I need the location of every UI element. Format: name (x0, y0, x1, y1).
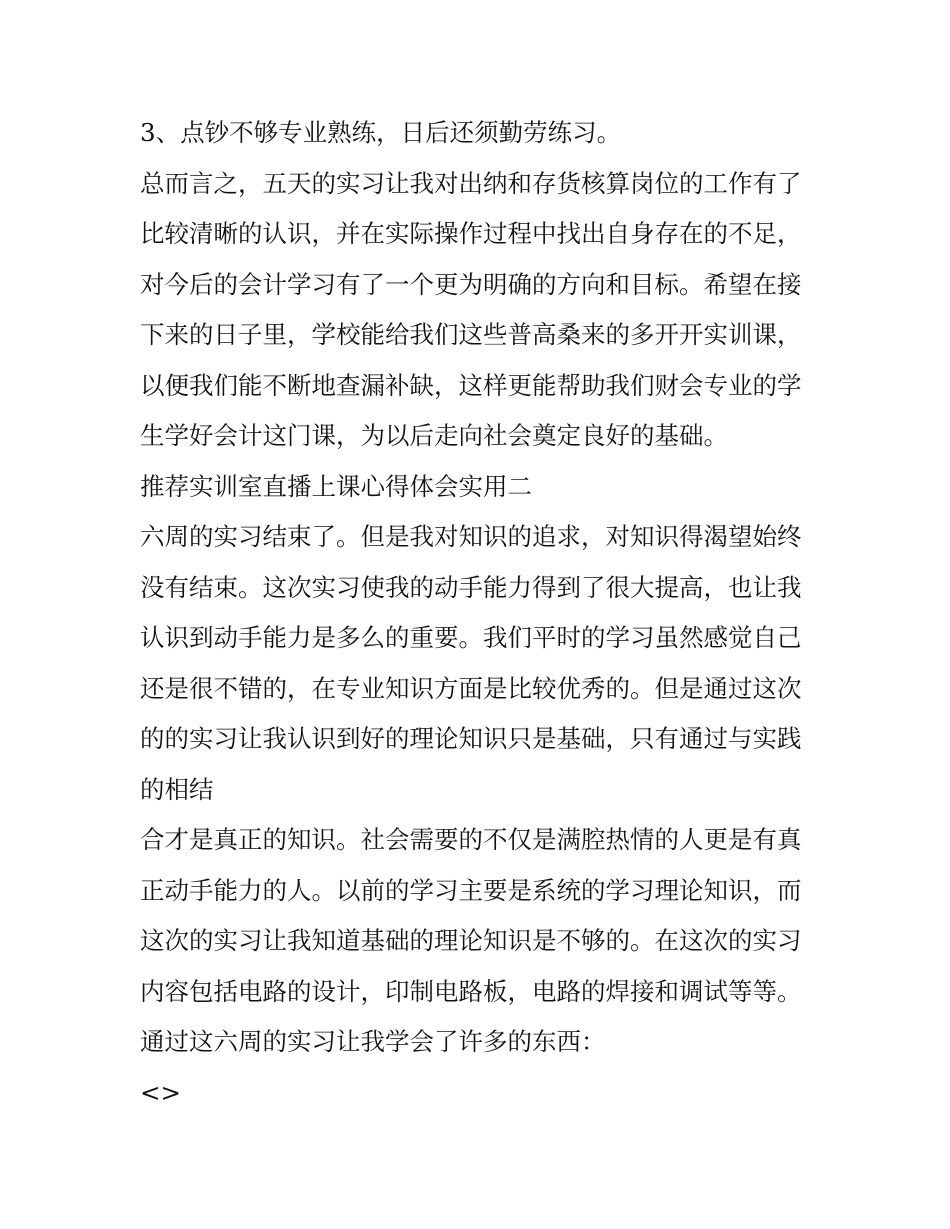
document-body (140, 108, 820, 1118)
text-line-2: 总而言之，五天的实习让我对出纳和存货核算岗位的工作有了 (140, 168, 802, 198)
text-line-10: 没有结束。这次实习使我的动手能力得到了很大提高，也让我 (140, 572, 802, 602)
text-line-1: 3、点钞不够专业熟练，日后还须勤劳练习。 (140, 118, 622, 147)
text-line-4: 对今后的会计学习有了一个更为明确的方向和目标。希望在接 (140, 269, 802, 299)
text-line-17: 这次的实习让我知道基础的理论知识是不够的。在这次的实习 (140, 926, 802, 955)
text-line-20: <> (140, 1077, 182, 1107)
text-line-7: 生学好会计这门课，为以后走向社会奠定良好的基础。 (140, 421, 728, 450)
text-line-16: 正动手能力的人。以前的学习主要是系统的学习理论知识，而 (140, 875, 802, 905)
text-line-19: 通过这六周的实习让我学会了许多的东西： (140, 1027, 606, 1056)
section-heading: 推荐实训室直播上课心得体会实用二 (140, 471, 532, 501)
text-line-3: 比较清晰的认识，并在实际操作过程中找出自身存在的不足， (140, 219, 802, 248)
text-line-6: 以便我们能不断地查漏补缺，这样更能帮助我们财会专业的学 (140, 370, 802, 400)
text-line-14: 的相结 (140, 774, 214, 804)
text-line-13: 的的实习让我认识到好的理论知识只是基础，只有通过与实践 (140, 724, 802, 753)
text-line-15: 合才是真正的知识。社会需要的不仅是满腔热情的人更是有真 (140, 825, 802, 854)
text-line-11: 认识到动手能力是多么的重要。我们平时的学习虽然感觉自己 (140, 623, 802, 652)
text-line-9: 六周的实习结束了。但是我对知识的追求，对知识得渴望始终 (140, 522, 802, 551)
text-line-5: 下来的日子里，学校能给我们这些普高桑来的多开开实训课， (140, 320, 802, 349)
text-line-18: 内容包括电路的设计，印制电路板，电路的焊接和调试等等。 (140, 976, 802, 1006)
text-line-12: 还是很不错的，在专业知识方面是比较优秀的。但是通过这次 (140, 673, 802, 703)
